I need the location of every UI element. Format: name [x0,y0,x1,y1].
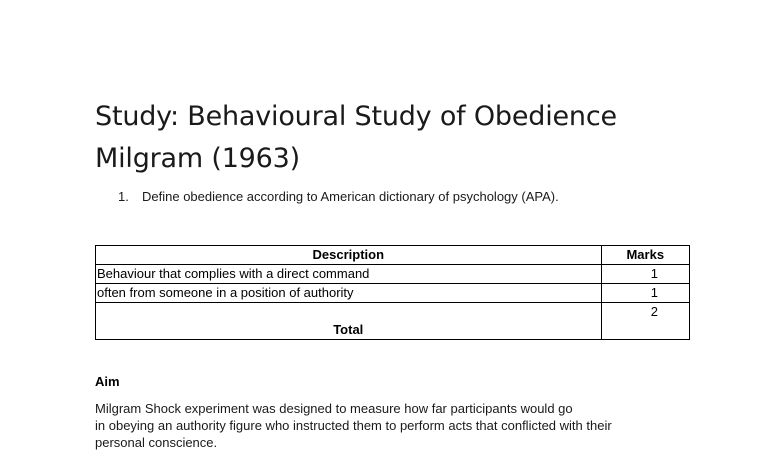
aim-line-2: in obeying an authority figure who instructed them to perform acts that conflicted with their [95,418,612,433]
total-marks: 2 [601,303,689,340]
row-marks: 1 [601,265,689,284]
question-number: 1. [118,189,129,204]
row-description: often from someone in a position of authority [96,284,602,303]
total-row [96,303,690,340]
marks-table [95,245,690,340]
row-marks: 1 [601,284,689,303]
aim-line-1: Milgram Shock experiment was designed to measure how far participants would go [95,401,573,416]
title-line-2: Milgram (1963) [95,143,300,174]
table-row [96,284,690,303]
aim-heading: Aim [95,374,120,389]
question-item [118,188,559,206]
header-description: Description [96,246,602,265]
header-marks: Marks [601,246,689,265]
total-label: Total [96,303,602,340]
question-text: Define obedience according to American dictionary of psychology (APA). [142,189,559,204]
aim-line-3: personal conscience. [95,435,218,450]
row-description: Behaviour that complies with a direct command [96,265,602,284]
aim-paragraph [95,400,695,451]
table-row [96,265,690,284]
table-header-row [96,246,690,265]
title-line-1: Study: Behavioural Study of Obedience [95,101,617,132]
page-title [95,96,695,180]
